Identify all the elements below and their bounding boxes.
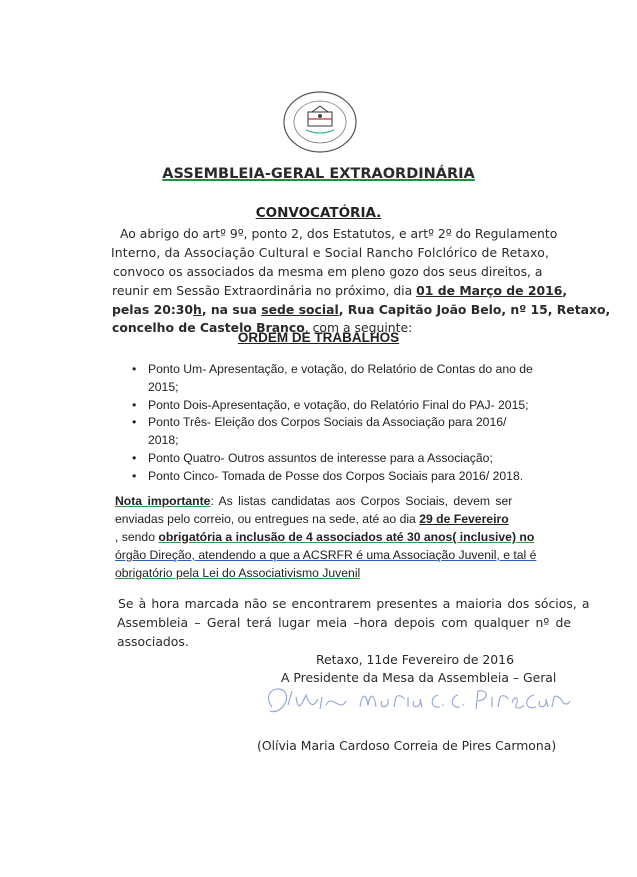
- bullet-icon: •: [132, 451, 137, 465]
- signatory-role: A Presidente da Mesa da Assembleia – Geral: [281, 670, 557, 685]
- note-line-3: , sendo obrigatória a inclusão de 4 associados até 30 anos( inclusive) no: [115, 530, 535, 544]
- bullet-icon: •: [132, 415, 137, 429]
- bullet-icon: •: [132, 362, 137, 376]
- association-seal: [280, 88, 360, 156]
- place-date: Retaxo, 11de Fevereiro de 2016: [316, 652, 514, 667]
- document-subtitle: CONVOCATÓRIA.: [255, 205, 382, 221]
- intro-line-5: pelas 20:30h, na sua sede social, Rua Capitão João Belo, nº 15, Retaxo,: [112, 302, 611, 317]
- deadline-date: 29 de Fevereiro: [419, 512, 509, 526]
- note-line-4: órgão Direção, atendendo a que a ACSRFR é uma Associação Juvenil, e tal é: [115, 548, 537, 562]
- note-line-2: enviadas pelo correio, ou entregues na sede, até ao dia 29 de Fevereiro: [115, 512, 509, 526]
- closing-line-2: Assembleia – Geral terá lugar meia –hora depois com qualquer nº de: [117, 615, 572, 630]
- bullet-icon: •: [132, 398, 137, 412]
- intro-line-3: convoco os associados da mesma em pleno gozo dos seus direitos, a: [113, 264, 543, 279]
- sede-social: sede social: [261, 302, 339, 317]
- note-line-5: obrigatório pela Lei do Associativismo Juvenil: [115, 566, 361, 580]
- document-title: ASSEMBLEIA-GERAL EXTRAORDINÁRIA: [162, 166, 475, 182]
- closing-line-1: Se à hora marcada não se encontrarem presentes a maioria dos sócios, a: [118, 596, 590, 611]
- note-label: Nota importante: [115, 494, 211, 508]
- handwritten-signature: [262, 683, 572, 721]
- closing-line-3: associados.: [117, 634, 189, 649]
- note-line-1: Nota importante: As listas candidatas aos Corpos Sociais, devem ser: [115, 494, 513, 508]
- intro-line-6: concelho de Castelo Branco, com a seguinte:: [112, 320, 413, 335]
- intro-line-2: Interno, da Associação Cultural e Social Rancho Folclórico de Retaxo,: [111, 245, 550, 260]
- signatory-full-name: (Olívia Maria Cardoso Correia de Pires Carmona): [257, 738, 557, 753]
- agenda-title: ORDEM DE TRABALHOS: [237, 330, 400, 345]
- intro-line-4: reunir em Sessão Extraordinária no próximo, dia 01 de Março de 2016,: [112, 283, 568, 298]
- intro-line-1: Ao abrigo do artº 9º, ponto 2, dos Estatutos, e artº 2º do Regulamento: [120, 226, 558, 241]
- meeting-date: 01 de Março de 2016: [416, 283, 563, 298]
- bullet-icon: •: [132, 469, 137, 483]
